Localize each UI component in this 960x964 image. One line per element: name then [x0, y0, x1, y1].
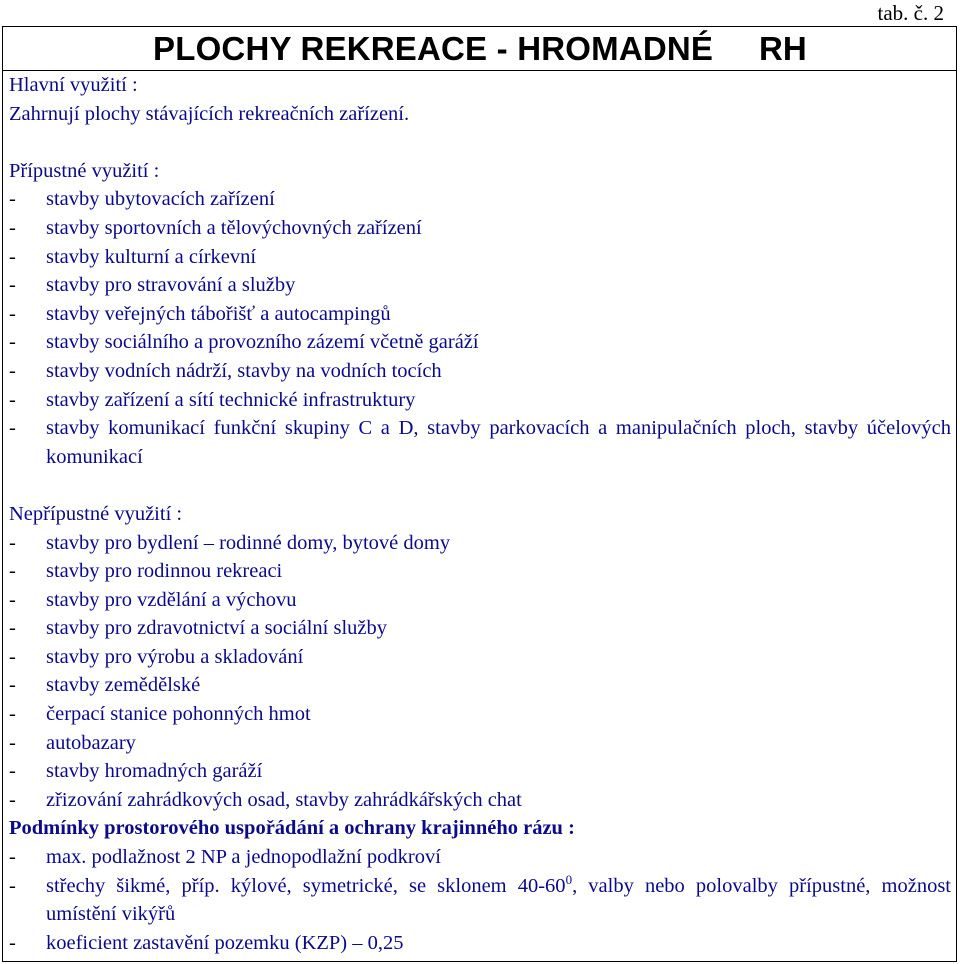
main-use-text: Zahrnují plochy stávajících rekreačních zařízení.: [9, 102, 410, 125]
page-title: PLOCHY REKREACE - HROMADNÉ: [153, 30, 714, 67]
permitted-heading: Přípustné využití :: [9, 159, 160, 182]
list-item: - koeficient zastavění pozemku (KZP) – 0,25: [9, 931, 404, 954]
not-permitted-heading: Nepřípustné využití :: [9, 502, 183, 525]
permitted-list: [9, 185, 951, 471]
list-item: - stavby sportovních a tělovýchovných zařízení: [9, 216, 422, 239]
regulation-table: [2, 26, 957, 962]
list-item: - stavby pro stravování a služby: [9, 274, 296, 297]
list-item: - stavby pro bydlení – rodinné domy, bytové domy: [9, 531, 451, 554]
list-item: - stavby kulturní a církevní: [9, 245, 257, 268]
list-item: - střechy šikmé, příp. kýlové, symetrické, se sklonem $40-60^0$, valby nebo polovalby přípustné, možnost umístění vikýřů: [9, 871, 951, 926]
list-item: - stavby veřejných tábořišť a autocampingů: [9, 302, 391, 325]
main-use-heading: Hlavní využití :: [9, 74, 138, 96]
list-item: - čerpací stanice pohonných hmot: [9, 703, 311, 726]
list-item: - zřizování zahrádkových osad, stavby zahrádkářských chat: [9, 788, 522, 811]
list-item: - autobazary: [9, 731, 136, 754]
not-permitted-list: [9, 529, 951, 815]
table-content: [9, 71, 951, 957]
list-item: - stavby hromadných garáží: [9, 760, 263, 783]
list-item: - stavby pro zdravotnictví a sociální služby: [9, 617, 388, 640]
conditions-heading: Podmínky prostorového uspořádání a ochrany krajinného rázu :: [9, 817, 575, 840]
list-item: - stavby zemědělské: [9, 674, 201, 697]
list-item: - stavby vodních nádrží, stavby na vodních tocích: [9, 359, 442, 382]
title-row: [3, 27, 956, 71]
area-code: RH: [759, 30, 807, 67]
list-item: - stavby zařízení a sítí technické infrastruktury: [9, 388, 416, 411]
conditions-list: [9, 843, 951, 957]
list-item: - stavby komunikací funkční skupiny C a D, stavby parkovacích a manipulačních ploch, stavby účelových komunikací: [9, 417, 951, 468]
list-item: - stavby ubytovacích zařízení: [9, 188, 275, 211]
list-item: - stavby pro vzdělání a výchovu: [9, 588, 297, 611]
list-item: - stavby pro výrobu a skladování: [9, 645, 304, 668]
list-item: - stavby pro rodinnou rekreaci: [9, 560, 283, 583]
table-number: tab. č. 2: [877, 1, 944, 25]
list-item: - max. podlažnost 2 NP a jednopodlažní podkroví: [9, 846, 441, 869]
list-item: - stavby sociálního a provozního zázemí včetně garáží: [9, 331, 479, 354]
